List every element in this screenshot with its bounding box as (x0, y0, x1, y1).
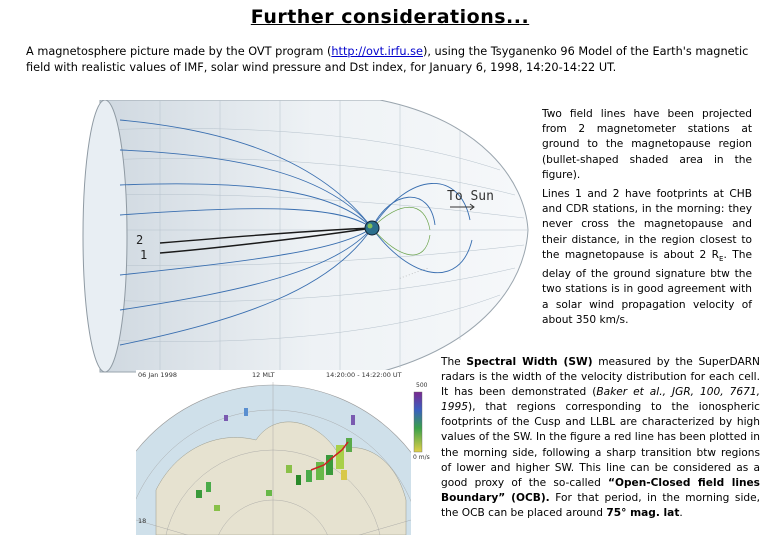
intro-text-before: A magnetosphere picture made by the OVT program ( (26, 45, 332, 58)
field-line-2-label: 2 (136, 233, 144, 247)
radar-mlt-18-label: 18 (138, 517, 147, 525)
intro-text-after: ), using the Tsyganenko 96 Model of the Earth's magnetic field with realistic values of IMF, solar wind pressure and Dst index, for January 6, 1998, 14:20-14:22 UT. (26, 45, 749, 74)
page-title: Further considerations... (250, 6, 530, 28)
radar-mlt-label: 12 MLT (252, 371, 275, 379)
field-line-1-label: 1 (140, 248, 148, 262)
para3-text-2: measured by the SuperDARN radars is the width of the velocity distribution for each cell. It has been demonstrated ( (441, 356, 760, 399)
para3-citation: Baker et al., JGR, 100, 7671, 1995 (441, 386, 760, 414)
para2-text-before: Lines 1 and 2 have footprints at CHB and CDR stations, in the morning: they never cross the magnetopause and their distance, in the region closest to the magnetopause is about 2 R (542, 188, 752, 261)
radar-time-range: 14:20:00 - 14:22:00 UT (326, 371, 402, 379)
para3-text-5: . (679, 506, 683, 519)
earth-icon (365, 221, 379, 235)
magnetosphere-figure (80, 100, 530, 375)
para3-bold-ocb: “Open-Closed field lines Boundary” (OCB). (441, 476, 760, 504)
para3-bold-sw: Spectral Width (SW) (466, 356, 593, 368)
scale-min-label: 0 m/s (413, 454, 430, 461)
para3-text-1: The (441, 356, 467, 368)
para3-bold-lat: 75° mag. lat (606, 506, 680, 519)
sw-colour-scale (414, 392, 422, 452)
paragraph-footprints (542, 187, 752, 328)
scale-max-label: 500 (416, 382, 428, 389)
superdarn-figure (136, 370, 436, 539)
radar-date: 06 Jan 1998 (138, 371, 177, 379)
to-sun-label: To Sun (447, 189, 494, 204)
to-sun-arrow-icon (448, 203, 478, 211)
para3-text-3: ), that regions corresponding to the ionospheric footprints of the Cusp and LLBL are characterized by high values of the SW. In the figure a red line has been plotted in the morning side, following a sharp transition btw regions of lower and higher SW. This line can be considered as a good proxy of the so-called (441, 401, 760, 489)
axis-annotation: · · · · · · · · · · (398, 265, 430, 282)
para2-text-after: . The delay of the ground signature btw the two stations is in good agreement with a solar wind propagation velocity of about 350 km/s. (542, 248, 752, 326)
paragraph-field-lines: Two field lines have been projected from 2 magnetometer stations at ground to the magnetopause region (bullet-shaped shaded area in the figure). (542, 108, 752, 181)
ovt-link[interactable]: http://ovt.irfu.se (331, 45, 423, 58)
superdarn-map (136, 370, 436, 535)
para3-text-4: For that period, in the morning side, the OCB can be placed around (441, 491, 761, 519)
intro-paragraph (26, 44, 766, 76)
paragraph-spectral-width (441, 355, 760, 521)
para2-subscript: E (719, 254, 724, 263)
magnetopause-tail-cap (83, 100, 127, 372)
